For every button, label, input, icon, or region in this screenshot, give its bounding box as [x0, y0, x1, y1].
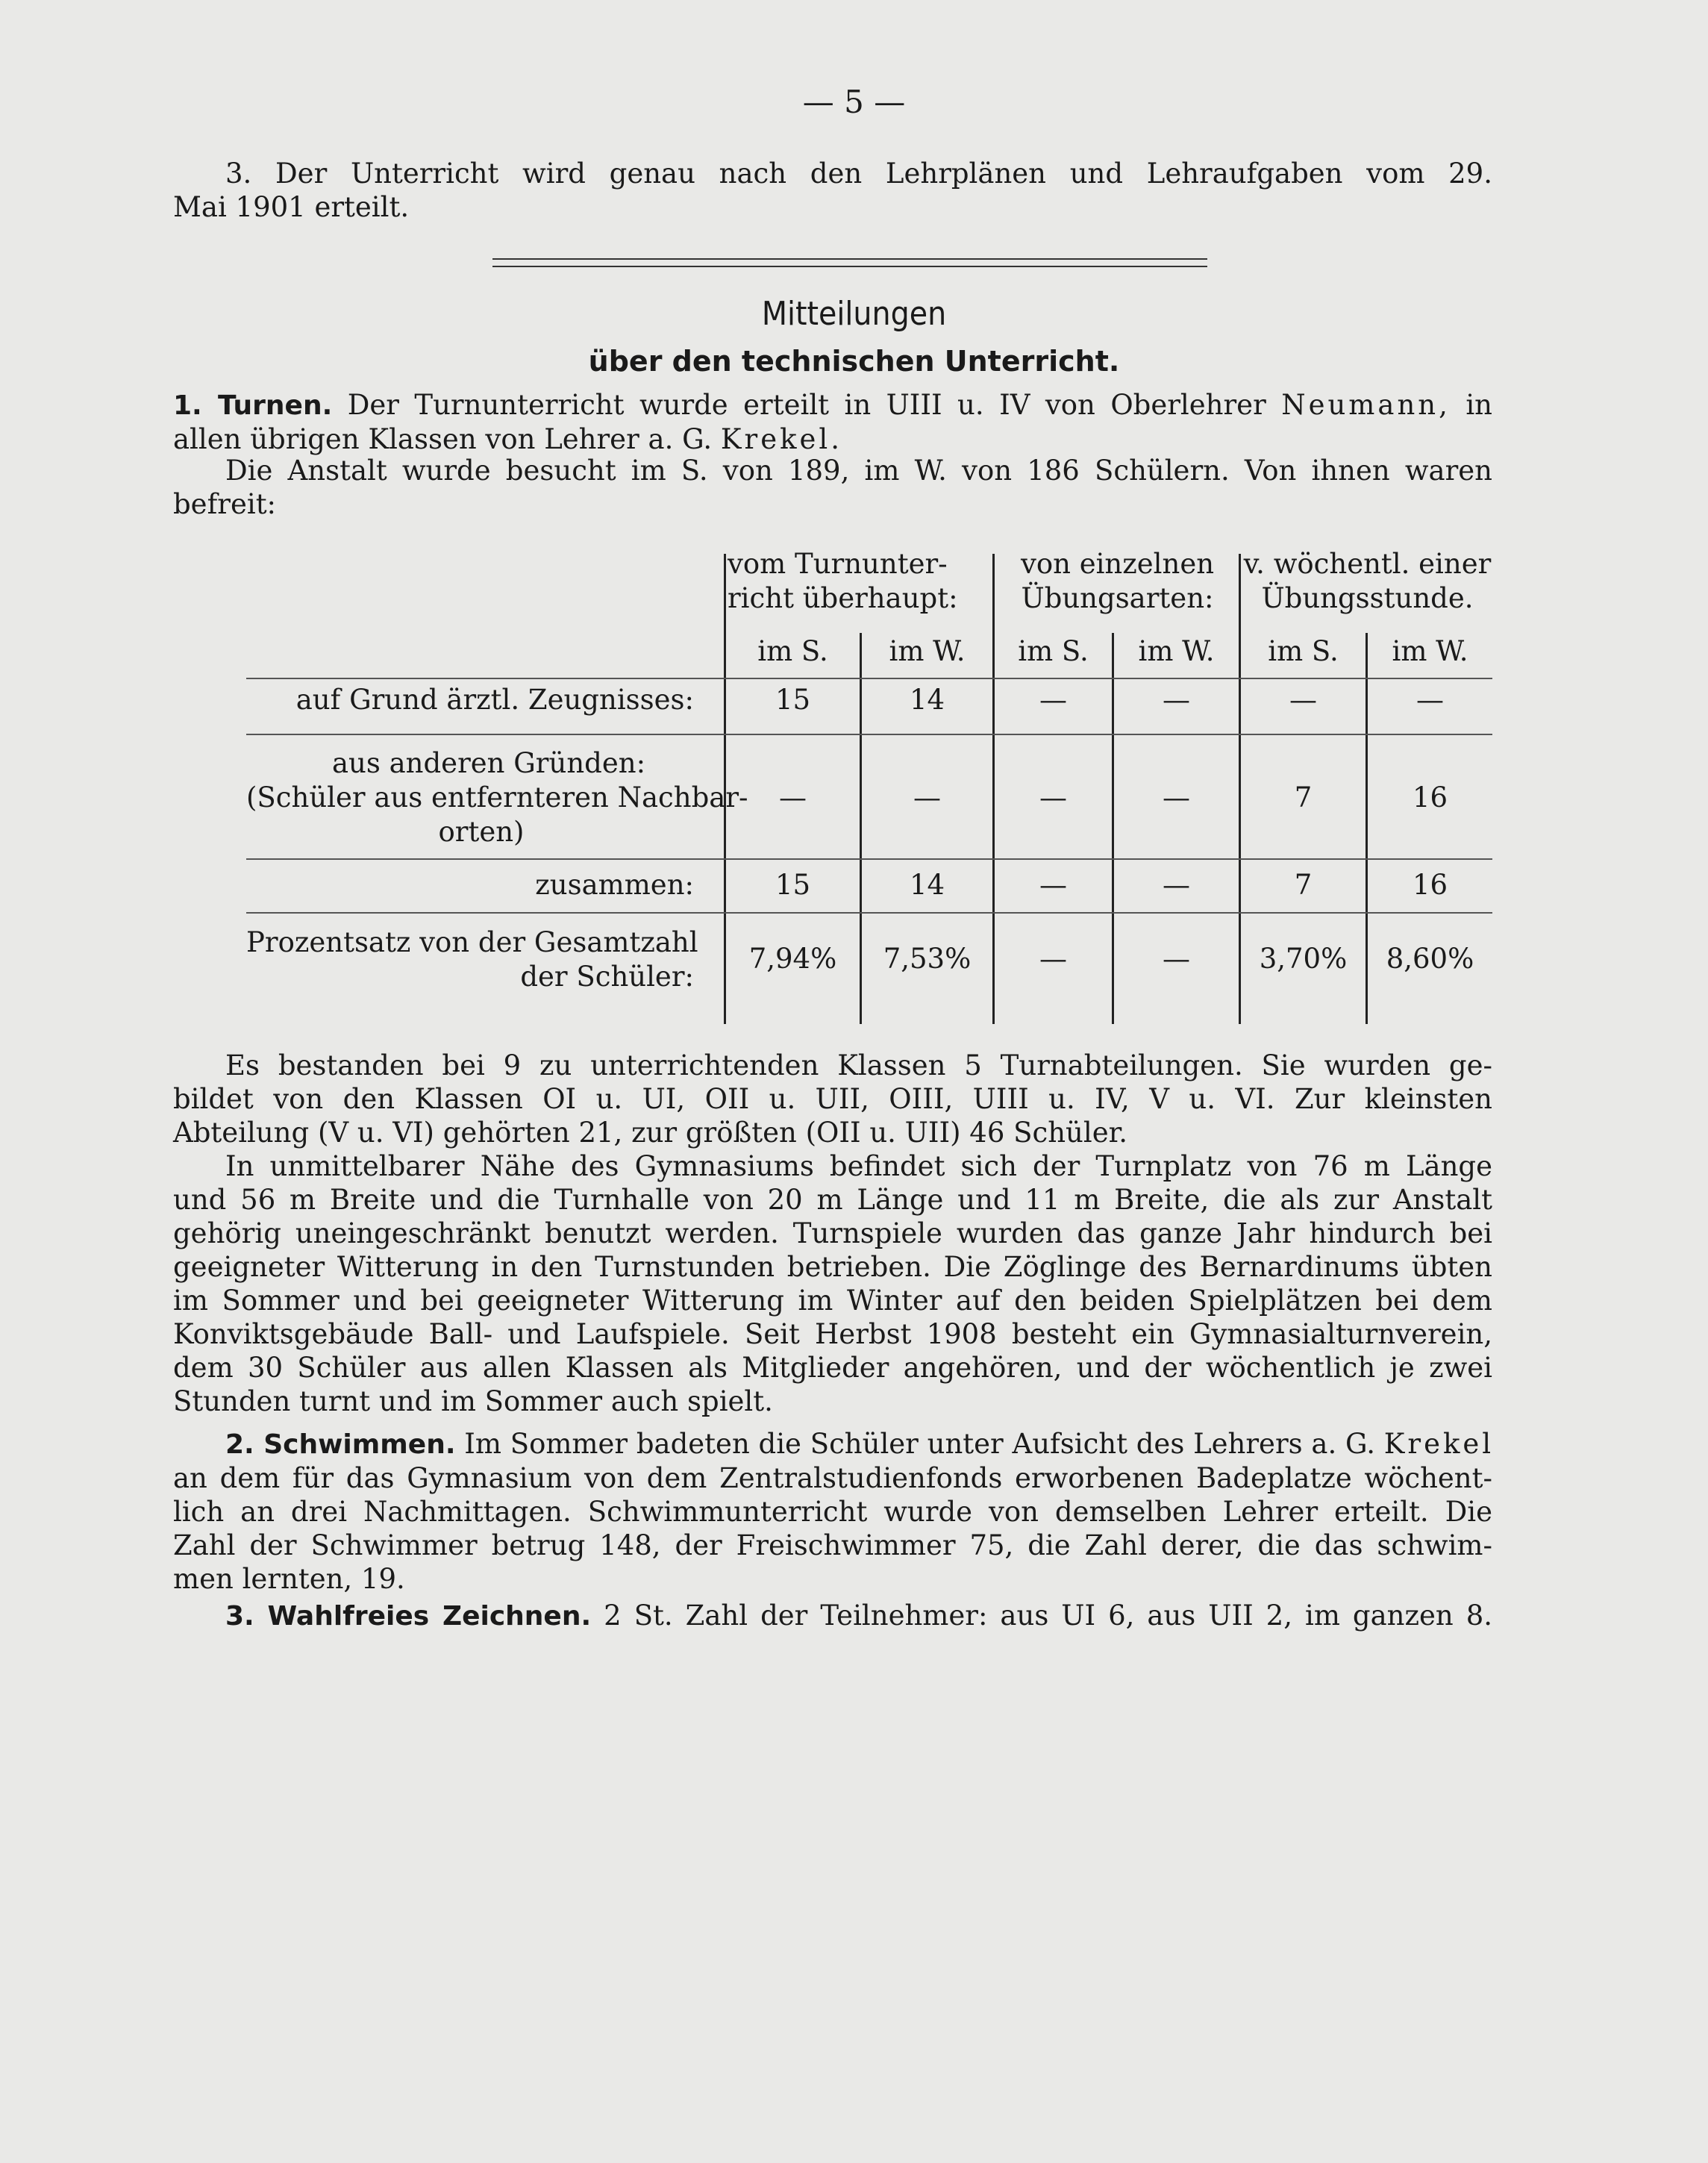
text-line: bildet von den Klassen OI u. UI, OII u. UII, OIII, UIII u. IV, V u. VI. Zur kleinsten — [173, 1083, 1492, 1115]
table-cell: — — [1163, 684, 1190, 716]
intro-line: 3. Der Unterricht wird genau nach den Lehrplänen und Lehraufgaben vom 29. — [225, 157, 1492, 190]
text-line: dem 30 Schüler aus allen Klassen als Mitglieder angehören, und der wöchentlich je zwei — [173, 1352, 1492, 1384]
intro-paragraph — [173, 157, 1492, 224]
besuch-line: befreit: — [173, 488, 277, 520]
text-line: und 56 m Breite und die Turnhalle von 20 m Länge und 11 m Breite, die als zur Anstalt — [173, 1184, 1492, 1216]
table-cell: — — [1039, 943, 1067, 975]
table-cell: — — [1039, 684, 1067, 716]
table-cell: 3,70% — [1259, 943, 1348, 975]
table-cell: 14 — [909, 684, 945, 716]
text-line: lich an drei Nachmittagen. Schwimmunterricht wurde von demselben Lehrer erteilt. Die — [173, 1496, 1492, 1528]
text-line: Abteilung (V u. VI) gehörten 21, zur größten (OII u. UII) 46 Schüler. — [173, 1117, 1127, 1149]
section-subtitle: über den technischen Unterricht. — [588, 345, 1120, 378]
column-group-header: vom Turnunter- richt überhaupt: — [728, 548, 958, 614]
table-vline — [724, 554, 726, 1024]
page-number: — 5 — — [802, 84, 906, 120]
table-cell: 16 — [1412, 781, 1448, 814]
table-vline — [992, 554, 995, 1024]
text-line: geeigneter Witterung in den Turnstunden betrieben. Die Zöglinge des Bernardinums übten — [173, 1251, 1492, 1283]
schwimmen-label: 2. Schwimmen. — [225, 1429, 456, 1460]
table-cell: — — [1163, 943, 1190, 975]
schwimmen-paragraph — [173, 1427, 1495, 1596]
turnen-text: Der Turnunterricht wurde erteilt in UIII u. IV von Oberlehrer — [332, 389, 1282, 421]
besuch-paragraph — [173, 454, 1492, 521]
column-header: im S. — [1268, 635, 1339, 667]
table-cell: — — [1163, 869, 1190, 901]
teacher-name: Krekel. — [720, 423, 842, 455]
text-line: im Sommer und bei geeigneter Witterung im Winter auf den beiden Spielplätzen bei dem — [173, 1285, 1492, 1317]
column-header: im S. — [1018, 635, 1089, 667]
table-vline — [1112, 633, 1114, 1024]
divider-rule — [492, 258, 1207, 260]
teacher-name: Neumann, — [1281, 389, 1451, 421]
table-cell: — — [1416, 684, 1444, 716]
zeichnen-text: 2 St. Zahl der Teilnehmer: aus UI 6, aus UII 2, im ganzen 8. — [591, 1599, 1492, 1632]
text-line: Stunden turnt und im Sommer auch spielt. — [173, 1385, 773, 1417]
table-cell: 15 — [775, 684, 811, 716]
table-hline — [246, 678, 1492, 679]
table-cell: — — [779, 781, 807, 814]
text-line: gehörig uneingeschränkt benutzt werden. Turnspiele wurden das ganze Jahr hindurch bei — [173, 1217, 1492, 1249]
text-line: Zahl der Schwimmer betrug 148, der Freischwimmer 75, die Zahl derer, die das schwim- — [173, 1529, 1492, 1561]
table-cell: 7 — [1294, 869, 1313, 901]
section-title: Mitteilungen — [761, 295, 947, 333]
column-group-header: v. wöchentl. einer Übungsstunde. — [1243, 548, 1492, 614]
table-cell: 15 — [775, 869, 811, 901]
table-cell: — — [1289, 684, 1317, 716]
besuch-line: Die Anstalt wurde besucht im S. von 189, im W. von 186 Schülern. Von ihnen waren — [225, 455, 1492, 487]
column-header: im S. — [757, 635, 828, 667]
turnplatz-paragraph — [173, 1149, 1492, 1418]
row-label: aus anderen Gründen: (Schüler aus entfernteren Nachbar- orten) — [246, 747, 748, 848]
table-cell: 8,60% — [1386, 943, 1474, 975]
column-header: im W. — [1392, 635, 1468, 667]
table-cell: — — [1163, 781, 1190, 814]
column-header: im W. — [1138, 635, 1215, 667]
table-cell: 16 — [1412, 869, 1448, 901]
text-line: men lernten, 19. — [173, 1563, 405, 1595]
table-hline — [246, 912, 1492, 914]
table-cell: — — [1039, 869, 1067, 901]
row-label: auf Grund ärztl. Zeugnisses: — [295, 684, 694, 716]
column-header: im W. — [889, 635, 966, 667]
column-group-header: von einzelnen Übungsarten: — [1020, 548, 1215, 614]
table-hline — [246, 734, 1492, 735]
divider-rule — [492, 266, 1207, 267]
turnen-text: allen übrigen Klassen von Lehrer a. G. — [173, 423, 721, 455]
schwimmen-text: Im Sommer badeten die Schüler unter Aufsicht des Lehrers a. G. — [455, 1428, 1384, 1460]
zeichnen-paragraph — [173, 1599, 1492, 1633]
text-line: an dem für das Gymnasium von dem Zentralstudienfonds erworbenen Badeplatze wöchent- — [173, 1462, 1492, 1494]
table-hline — [246, 858, 1492, 860]
turnen-paragraph — [173, 388, 1492, 456]
abteilungen-paragraph — [173, 1049, 1492, 1149]
turnen-label: 1. Turnen. — [173, 390, 333, 421]
text-line: In unmittelbarer Nähe des Gymnasiums befindet sich der Turnplatz von 76 m Länge — [225, 1150, 1492, 1182]
text-line: Es bestanden bei 9 zu unterrichtenden Klassen 5 Turnabteilungen. Sie wurden ge- — [225, 1049, 1492, 1082]
table-vline — [1366, 633, 1368, 1024]
table-cell: 7,53% — [883, 943, 972, 975]
text-line: Konviktsgebäude Ball- und Laufspiele. Seit Herbst 1908 besteht ein Gymnasialturnverein, — [173, 1318, 1492, 1350]
intro-line: Mai 1901 erteilt. — [173, 191, 410, 223]
row-label: zusammen: — [535, 869, 694, 901]
table-cell: 14 — [909, 869, 945, 901]
table-vline — [1239, 554, 1241, 1024]
table-vline — [860, 633, 862, 1024]
teacher-name: Krekel — [1383, 1428, 1495, 1460]
table-cell: — — [1039, 781, 1067, 814]
zeichnen-label: 3. Wahlfreies Zeichnen. — [225, 1601, 592, 1632]
turnen-text: in — [1450, 389, 1492, 421]
table-cell: 7 — [1294, 781, 1313, 814]
table-cell: — — [913, 781, 941, 814]
table-cell: 7,94% — [748, 943, 837, 975]
row-label: Prozentsatz von der Gesamtzahl der Schüler: — [246, 926, 698, 993]
